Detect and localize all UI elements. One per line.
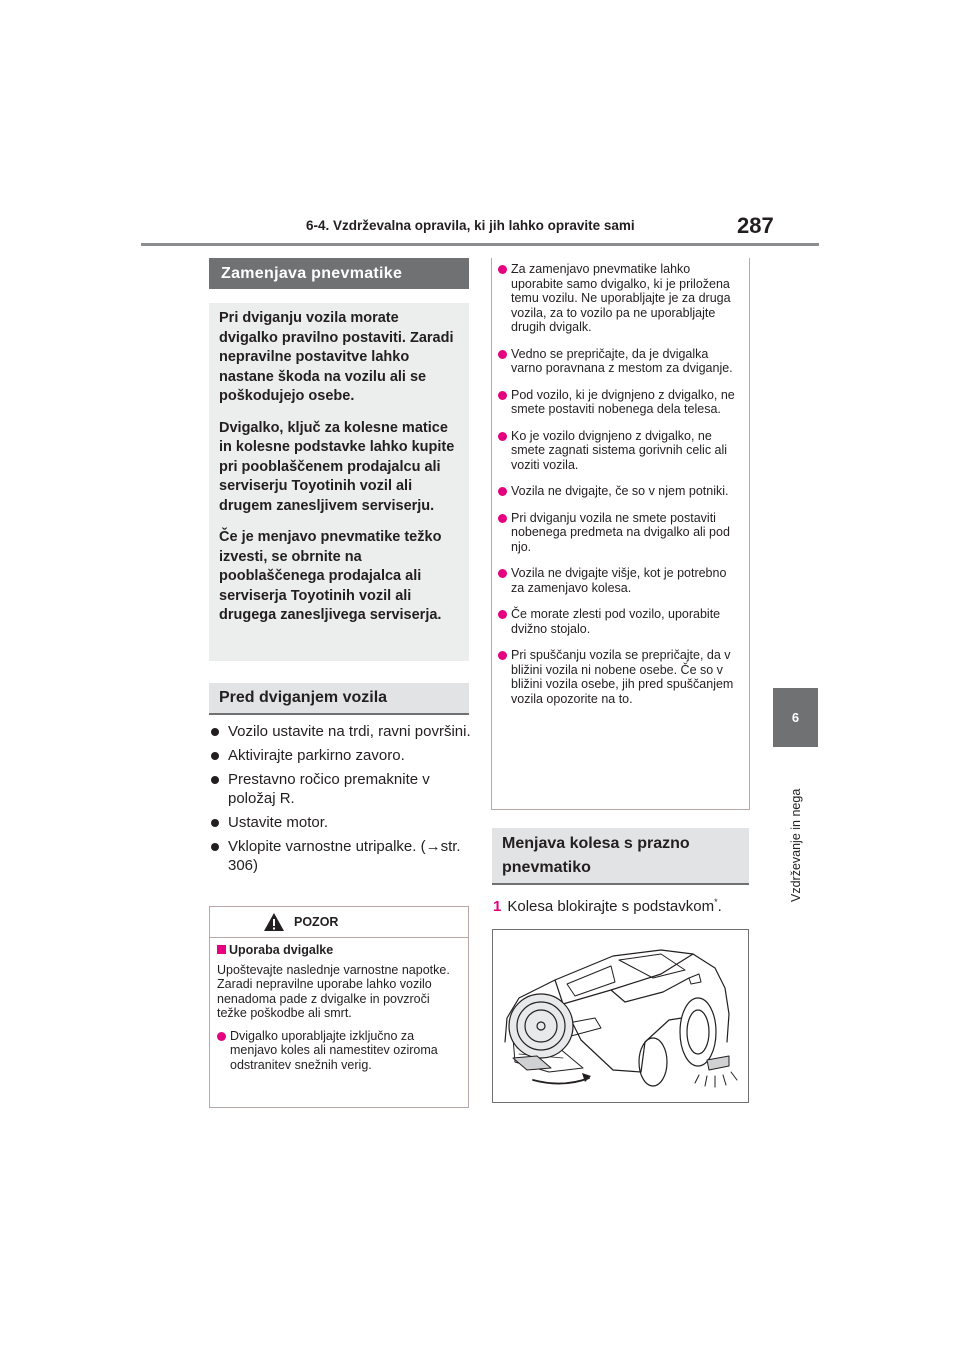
before-lifting-list bbox=[210, 722, 472, 880]
caution-item: Vedno se prepričajte, da je dvigalka varno poravnana z mestom za dviganje. bbox=[498, 347, 743, 376]
caution-header bbox=[210, 907, 468, 938]
caution-subheading: Uporaba dvigalke bbox=[217, 943, 461, 958]
pink-bullet-icon bbox=[498, 569, 507, 578]
section-heading-tire-change: Zamenjava pnevmatike bbox=[209, 258, 469, 289]
pink-bullet-icon bbox=[217, 1032, 226, 1041]
warning-icon bbox=[263, 912, 285, 932]
pink-bullet-icon bbox=[498, 514, 507, 523]
caution-box bbox=[209, 906, 469, 1108]
step-number: 1 bbox=[493, 898, 502, 915]
caution-item: Pri spuščanju vozila se prepričajte, da v bližini vozila ni nobene osebe. Če so v bližini vozila osebe, jih pred spuščanjem vozila opozorite na to. bbox=[498, 648, 743, 706]
bullet-icon bbox=[211, 752, 219, 760]
pink-bullet-icon bbox=[498, 651, 507, 660]
pink-bullet-icon bbox=[498, 432, 507, 441]
caution-title: POZOR bbox=[294, 915, 339, 929]
wheel-chock-illustration bbox=[492, 929, 749, 1103]
chapter-tab: 6 bbox=[773, 688, 818, 747]
running-header: 6-4. Vzdrževalna opravila, ki jih lahko opravite sami bbox=[306, 218, 635, 233]
caution-item: Pod vozilo, ki je dvignjeno z dvigalko, ne smete postaviti nobenega dela telesa. bbox=[498, 388, 743, 417]
caution-item: Dvigalko uporabljajte izključno za menjavo koles ali namestitev oziroma odstranitev snežnih verig. bbox=[217, 1029, 461, 1073]
bullet-icon bbox=[211, 728, 219, 736]
pink-bullet-icon bbox=[498, 391, 507, 400]
bullet-icon bbox=[211, 843, 219, 851]
step-text: Kolesa blokirajte s podstavkom bbox=[507, 898, 715, 915]
page-number: 287 bbox=[737, 213, 774, 238]
intro-paragraph: Če je menjavo pnevmatike težko izvesti, se obrnite na pooblaščenega prodajalca ali serviserja Toyotinih vozil ali drugega zanesljivega serviserja. bbox=[219, 529, 442, 623]
intro-paragraph: Pri dviganju vozila morate dvigalko pravilno postaviti. Zaradi nepravilne postavitve lahko nastane škoda na vozilu ali se poškodujejo osebe. bbox=[219, 310, 454, 404]
list-item: Prestavno ročico premaknite v položaj R. bbox=[210, 770, 472, 808]
section-heading-flat-tire: Menjava kolesa s prazno pnevmatiko bbox=[492, 828, 749, 885]
square-bullet-icon bbox=[217, 945, 226, 954]
footnote-mark: * bbox=[714, 897, 718, 907]
caution-item: Pri dviganju vozila ne smete postaviti nobenega predmeta na dvigalko ali pod njo. bbox=[498, 511, 743, 555]
caution-paragraph: Upoštevajte naslednje varnostne napotke. Zaradi nepravilne uporabe lahko vozilo nenadoma pade z dvigalke in povzroči težke poškodbe ali smrt. bbox=[217, 962, 450, 1020]
chapter-label-text: Vzdrževanje in nega bbox=[789, 788, 803, 902]
caution-item: Če morate zlesti pod vozilo, uporabite dvižno stojalo. bbox=[498, 607, 743, 636]
list-item: Aktivirajte parkirno zavoro. bbox=[210, 746, 472, 765]
intro-paragraph: Dvigalko, ključ za kolesne matice in kolesne podstavke lahko kupite pri pooblaščenem prodajalcu ali serviserju Toyotinih vozil ali drugem zanesljivem serviserju. bbox=[219, 419, 455, 514]
list-item: Vozilo ustavite na trdi, ravni površini. bbox=[210, 722, 472, 741]
bullet-icon bbox=[211, 776, 219, 784]
caution-item: Za zamenjavo pnevmatike lahko uporabite samo dvigalko, ki je priložena temu vozilu. Ne uporabljajte je za druga vozila, za to vozilo pa ne uporabljajte drugih dvigalk. bbox=[498, 262, 743, 335]
list-item: Vklopite varnostne utripalke. (→str. 306) bbox=[210, 837, 472, 875]
pink-bullet-icon bbox=[498, 350, 507, 359]
pink-bullet-icon bbox=[498, 487, 507, 496]
intro-box bbox=[209, 303, 469, 661]
car-illustration bbox=[493, 930, 748, 1102]
caution-item: Ko je vozilo dvignjeno z dvigalko, ne smete zagnati sistema gorivnih celic ali voziti vozila. bbox=[498, 429, 743, 473]
list-item: Ustavite motor. bbox=[210, 813, 472, 832]
section-heading-before-lifting: Pred dviganjem vozila bbox=[209, 683, 469, 715]
pink-bullet-icon bbox=[498, 265, 507, 274]
caution-continued-box bbox=[491, 258, 750, 810]
step-1: 1 Kolesa blokirajte s podstavkom*. bbox=[493, 897, 722, 915]
caution-item: Vozila ne dvigajte višje, kot je potrebno za zamenjavo kolesa. bbox=[498, 566, 743, 595]
chapter-label bbox=[781, 757, 811, 902]
header-rule bbox=[141, 243, 819, 246]
pink-bullet-icon bbox=[498, 610, 507, 619]
caution-item: Vozila ne dvigajte, če so v njem potniki. bbox=[498, 484, 743, 499]
caution-body bbox=[210, 938, 468, 1072]
bullet-icon bbox=[211, 819, 219, 827]
